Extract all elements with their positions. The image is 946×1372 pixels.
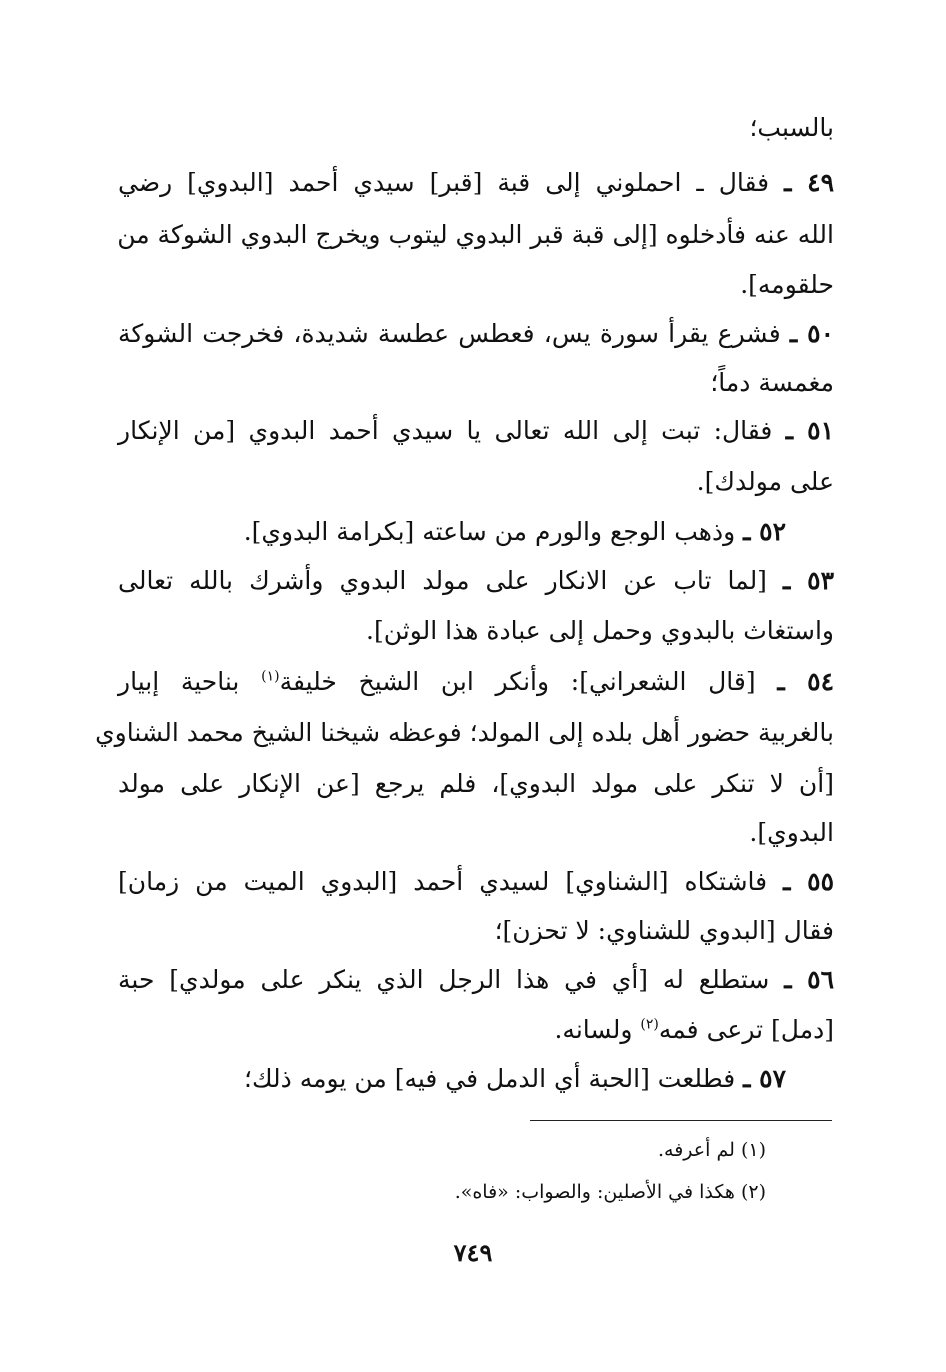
paragraph-55-line-2: فقال [البدوي للشناوي: لا تحزن]؛ (494, 916, 834, 945)
footnote-number: (١) (740, 1139, 766, 1161)
item-number: ٥١ ـ (785, 416, 834, 445)
paragraph-52-line-1: ٥٢ ـ وذهب الوجع والورم من ساعته [بكرامة البدوي]. (243, 517, 786, 546)
paragraph-57-line-1: ٥٧ ـ فطلعت [الحبة أي الدمل في فيه] من يومه ذلك؛ (244, 1064, 786, 1093)
paragraph-49-line-3: حلقومه]. (740, 270, 834, 299)
text-line: بالسبب؛ (749, 113, 834, 142)
footnote-2: (٢) هكذا في الأصلين: والصواب: «فاه». (454, 1181, 766, 1203)
paragraph-54-line-1: ٥٤ ـ [قال الشعراني]: وأنكر ابن الشيخ خليفة$^{(١)}$ بناحية إبيار (118, 667, 834, 696)
footnote-number: (٢) (740, 1181, 766, 1203)
paragraph-54-line-2: بالغربية حضور أهل بلده إلى المولد؛ فوعظه شيخنا الشيخ محمد الشناوي (95, 718, 834, 747)
paragraph-56-line-2: [دمل] ترعى فمه$^{(٢)}$ ولسانه. (554, 1015, 834, 1044)
paragraph-53-line-2: واستغاث بالبدوي وحمل إلى عبادة هذا الوثن]. (366, 616, 834, 645)
paragraph-54-line-4: البدوي]. (749, 818, 834, 847)
paragraph-49-line-2: الله عنه فأدخلوه [إلى قبة قبر البدوي ليتوب ويخرج البدوي الشوكة من (117, 220, 834, 249)
item-number: ٤٩ ـ (784, 168, 834, 197)
item-number: ٥٣ ـ (783, 566, 834, 595)
paragraph-51-line-2: على مولدك]. (696, 467, 834, 496)
paragraph-55-line-1: ٥٥ ـ فاشتكاه [الشناوي] لسيدي أحمد [البدوي الميت من زمان] (118, 867, 834, 896)
page-number: ٧٤٩ (453, 1238, 493, 1267)
paragraph-51-line-1: ٥١ ـ فقال: تبت إلى الله تعالى يا سيدي أحمد البدوي [من الإنكار (118, 416, 834, 445)
item-number: ٥٠ ـ (789, 319, 834, 348)
footnote-ref-2[interactable]: (٢) (640, 1016, 659, 1033)
paragraph-49-line-1: ٤٩ ـ فقال ـ احملوني إلى قبة [قبر] سيدي أحمد [البدوي] رضي (118, 168, 834, 197)
item-number: ٥٧ ـ (743, 1064, 786, 1093)
footnote-1: (١) لم أعرفه. (658, 1139, 766, 1161)
item-number: ٥٢ ـ (743, 517, 786, 546)
footnote-ref-1[interactable]: (١) (261, 668, 280, 685)
paragraph-56-line-1: ٥٦ ـ ستطلع له [أي في هذا الرجل الذي ينكر على مولدي] حبة (118, 965, 834, 994)
paragraph-54-line-3: [أن لا تنكر على مولد البدوي]، فلم يرجع [عن الإنكار على مولد (118, 769, 834, 798)
paragraph-50-line-1: ٥٠ ـ فشرع يقرأ سورة يس، فعطس عطسة شديدة، فخرجت الشوكة (118, 319, 834, 348)
footnote-divider (530, 1120, 832, 1121)
item-number: ٥٤ ـ (777, 667, 834, 696)
paragraph-50-line-2: مغمسة دماً؛ (710, 368, 834, 397)
paragraph-53-line-1: ٥٣ ـ [لما تاب عن الانكار على مولد البدوي وأشرك بالله تعالى (118, 566, 834, 595)
item-number: ٥٥ ـ (783, 867, 834, 896)
item-number: ٥٦ ـ (784, 965, 834, 994)
